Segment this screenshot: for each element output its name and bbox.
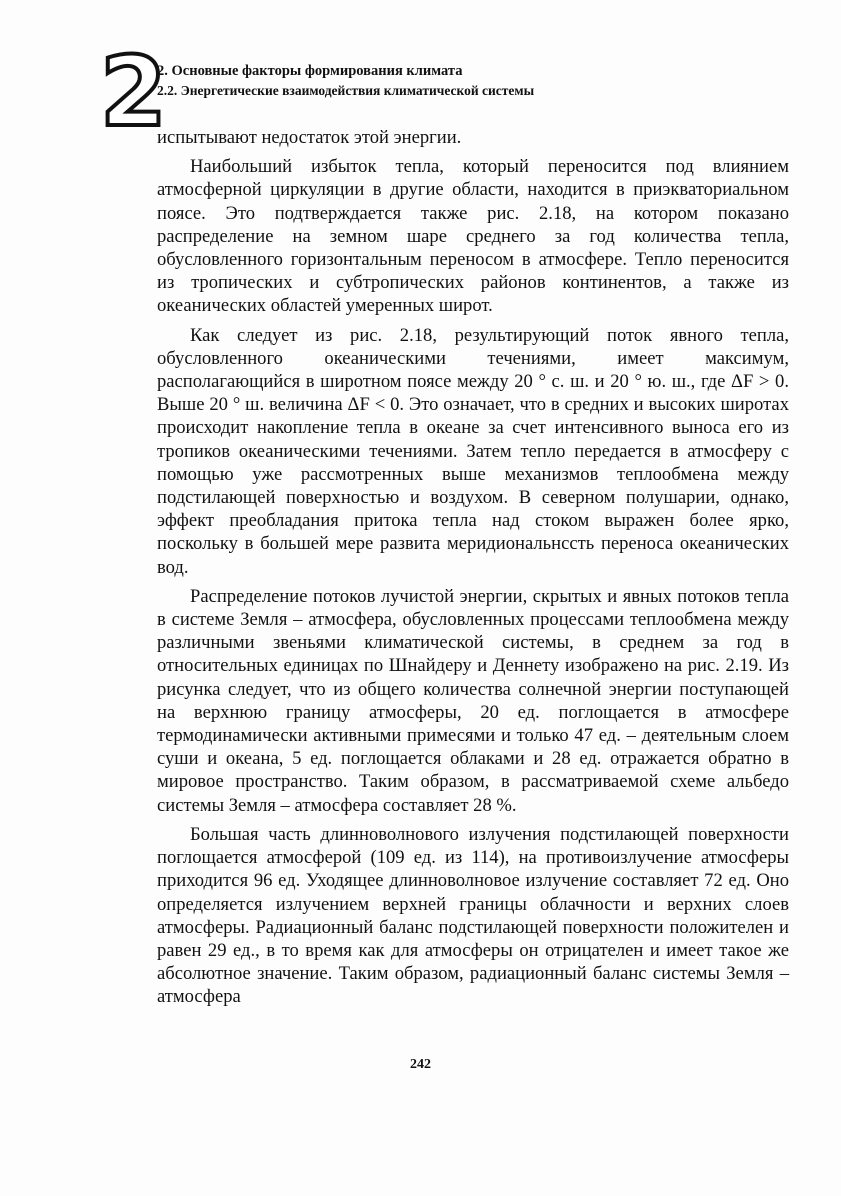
body-text	[157, 126, 789, 1015]
paragraph-1: испытывают недостаток этой энергии.	[157, 127, 462, 148]
chapter-title: 2. Основные факторы формирования климата	[157, 63, 463, 79]
paragraph-5: Большая часть длинноволнового излучения подстилающей поверхности поглощается атмосферой (109 ед. из 114), на противоизлучение атмосферы приходится 96 ед. Уходящее длинноволновое излучение составляет 72 ед. Оно определяется излучением верхней границы облачности и верхних слоев атмосферы. Радиационный баланс подстилающей поверхности положителен и равен 29 ед., в то время как для атмосферы он отрицателен и имеет такое же абсолютное значение. Таким образом, радиационный баланс системы Земля – атмосфера	[157, 823, 789, 1008]
section-title: 2.2. Энергетические взаимодействия климатической системы	[157, 83, 535, 98]
paragraph-3: Как следует из рис. 2.18, результирующий поток явного тепла, обусловленного океаническими течениями, имеет максимум, располагающийся в широтном поясе между 20 ° с. ш. и 20 ° ю. ш., где ΔF > 0. Выше 20 ° ш. величина ΔF < 0. Это означает, что в средних и высоких широтах происходит накопление тепла в океане за счет интенсивного выноса его из тропиков океаническими течениями. Затем тепло передается в атмосферу с помощью уже рассмотренных выше механизмов теплообмена между подстилающей поверхностью и воздухом. В северном полушарии, однако, эффект преобладания притока тепла над стоком выражен более ярко, поскольку в большей мере развита меридиональнсcть переноса океанических вод.	[157, 324, 789, 578]
chapter-number: 2	[100, 36, 167, 148]
paragraph-4: Распределение потоков лучистой энергии, скрытых и явных потоков тепла в системе Земля – атмосфера, обусловленных процессами теплообмена между различными звеньями климатической системы, в среднем за год в относительных единицах по Шнайдеру и Деннету изображено на рис. 2.19. Из рисунка следует, что из общего количества солнечной энергии поступающей на верхнюю границу атмосферы, 20 ед. поглощается в атмосфере термодинамически активными примесями и только 47 ед. – деятельным слоем суши и океана, 5 ед. поглощается облаками и 28 ед. отражается обратно в мировое пространство. Таким образом, в рассматриваемой схеме альбедо системы Земля – атмосфера составляет 28 %.	[157, 585, 789, 816]
paragraph-2: Наибольший избыток тепла, который переносится под влиянием атмосферной циркуляции в другие области, находится в приэкваториальном поясе. Это подтверждается также рис. 2.18, на котором показано распределение на земном шаре среднего за год количества тепла, обусловленного горизонтальным переносом в атмосфере. Тепло переносится из тропических и субтропических районов континентов, а также из океанических областей умеренных широт.	[157, 156, 789, 317]
page-number: 242	[410, 1057, 431, 1072]
running-header	[157, 62, 797, 100]
